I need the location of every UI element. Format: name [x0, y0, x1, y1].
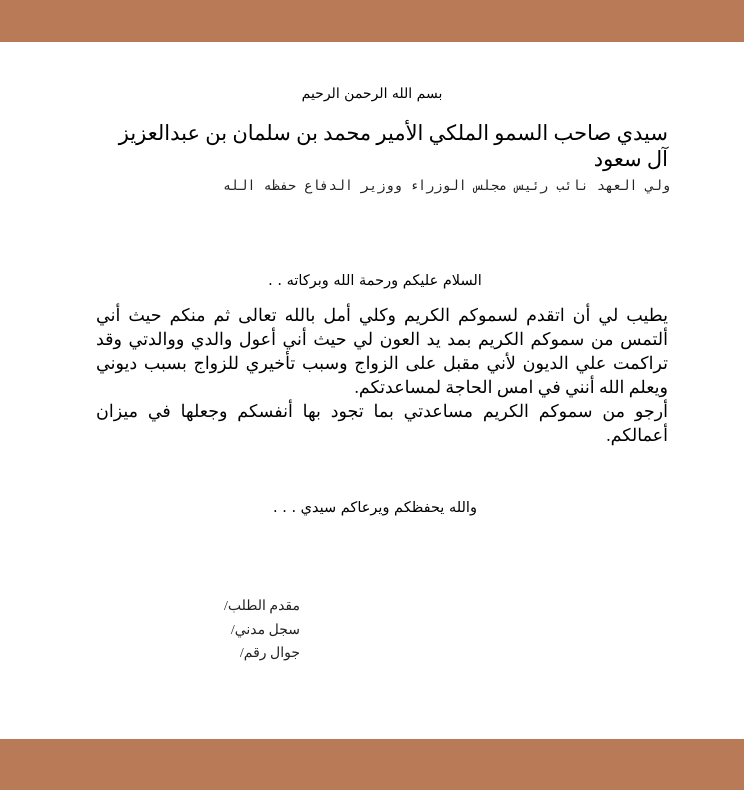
body-paragraph: أرجو من سموكم الكريم مساعدتي بما تجود بها أنفسكم وجعلها في ميزان أعمالكم.: [96, 401, 668, 445]
body-paragraph: يطيب لي أن اتقدم لسموكم الكريم وكلي أمل بالله تعالى ثم منكم حيث أني ألتمس من سموكم الكريم بمد يد العون لي حيث أني أعول والدي ووالدتي وقد تراكمت علي الديون لأني مقبل على الزواج وسبب تأخيري للزواج بسبب ديوني ويعلم الله أنني في امس الحاجة لمساعدتكم.: [96, 305, 668, 397]
basmala: بسم الله الرحمن الرحيم: [301, 86, 443, 102]
closing-line: والله يحفظكم ويرعاكم سيدي . . .: [273, 500, 477, 516]
greeting: السلام عليكم ورحمة الله وبركاته . .: [268, 273, 482, 289]
addressee-title: ولي العهد نائب رئيس مجلس الوزراء ووزير الدفاع حفظه الله: [222, 178, 670, 194]
bottom-border-band: [0, 739, 744, 790]
signature-civil-record: سجل مدني/: [230, 623, 300, 638]
letter-body: [96, 303, 668, 447]
signature-mobile: جوال رقم/: [239, 646, 300, 661]
signature-applicant: مقدم الطلب/: [223, 599, 300, 614]
addressee-line: سيدي صاحب السمو الملكي الأمير محمد بن سلمان بن عبدالعزيز آل سعود: [118, 121, 668, 171]
top-border-band: [0, 0, 744, 42]
